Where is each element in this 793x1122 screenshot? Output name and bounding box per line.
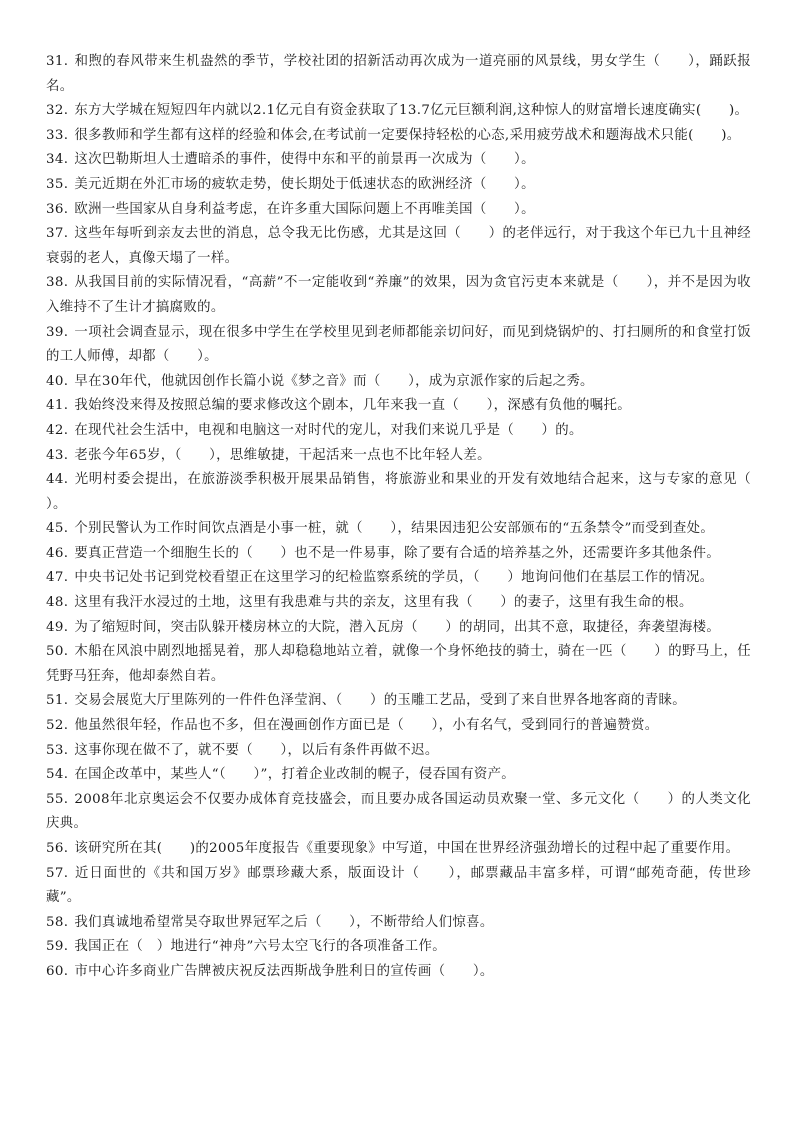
- question-item: [46, 689, 751, 714]
- question-number: 36.: [46, 201, 69, 217]
- question-text: 我国正在（ ）地进行“神舟”六号太空飞行的各项准备工作。: [74, 939, 447, 955]
- question-number: 49.: [46, 619, 69, 635]
- question-text: 一项社会调查显示，现在很多中学生在学校里见到老师都能亲切问好，而见到烧锅炉的、打扫厕所的和食堂打饭的工人师傅，却都（ ）。: [46, 324, 751, 365]
- question-text: 和煦的春风带来生机盎然的季节，学校社团的招新活动再次成为一道亮丽的风景线，男女学生（ ），踊跃报名。: [46, 54, 751, 94]
- question-item: [46, 50, 751, 99]
- question-text: 该研究所在其( )的2005年度报告《重要现象》中写道，中国在世界经济强劲增长的过程中起了重要作用。: [74, 841, 740, 856]
- question-item: [46, 321, 751, 370]
- question-number: 51.: [46, 693, 69, 709]
- question-item: [46, 566, 751, 591]
- question-item: [46, 960, 751, 985]
- question-text: 老张今年65岁，（ ），思维敏捷，干起活来一点也不比年轻人差。: [74, 447, 491, 463]
- question-item: [46, 271, 751, 320]
- question-item: [46, 444, 751, 469]
- question-number: 38.: [46, 275, 69, 291]
- question-item: [46, 99, 751, 124]
- question-number: 53.: [46, 742, 69, 758]
- question-number: 59.: [46, 939, 69, 955]
- question-text: 个别民警认为工作时间饮点酒是小事一桩，就（ ），结果因违犯公安部颁布的“五条禁令”而受到查处。: [74, 521, 715, 537]
- question-number: 50.: [46, 644, 69, 660]
- question-item: [46, 788, 751, 837]
- question-text: 中央书记处书记到党校看望正在这里学习的纪检监察系统的学员，（ ）地询问他们在基层工作的情况。: [74, 570, 714, 586]
- question-number: 37.: [46, 226, 69, 242]
- question-text: 光明村委会提出，在旅游淡季积极开展果品销售，将旅游业和果业的开发有效地结合起来，这与专家的意见（ ）。: [46, 472, 779, 512]
- question-number: 47.: [46, 570, 69, 586]
- question-item: [46, 640, 751, 689]
- question-item: [46, 935, 751, 960]
- question-text: 这事你现在做不了，就不要（ ），以后有条件再做不迟。: [74, 742, 439, 758]
- question-text: 要真正营造一个细胞生长的（ ）也不是一件易事，除了要有合适的培养基之外，还需要许多其他条件。: [74, 545, 721, 561]
- question-text: 欧洲一些国家从自身利益考虑，在许多重大国际问题上不再唯美国（ ）。: [74, 201, 535, 217]
- question-text: 早在30年代，他就因创作长篇小说《梦之音》而（ ），成为京派作家的后起之秀。: [74, 373, 594, 389]
- question-item: [46, 198, 751, 223]
- question-item: [46, 173, 751, 198]
- question-text: 从我国目前的实际情况看，“高薪”不一定能收到“养廉”的效果，因为贪官污吏本来就是（ ），并不是因为收入维持不了生计才搞腐败的。: [46, 275, 751, 315]
- question-item: [46, 222, 751, 271]
- question-number: 45.: [46, 521, 69, 537]
- question-text: 木船在风浪中剧烈地摇晃着，那人却稳稳地站立着，就像一个身怀绝技的骑士，骑在一匹（ ）的野马上，任凭野马狂奔，他却泰然自若。: [46, 644, 751, 684]
- question-item: [46, 148, 751, 173]
- question-number: 32.: [46, 103, 69, 119]
- question-text: 这次巴勒斯坦人士遭暗杀的事件，使得中东和平的前景再一次成为（ ）。: [74, 152, 535, 168]
- question-number: 44.: [46, 472, 69, 488]
- question-text: 这些年每听到亲友去世的消息，总令我无比伤感，尤其是这回（ ）的老伴远行，对于我这个年已九十且神经衰弱的老人，真像天塌了一样。: [46, 226, 751, 266]
- question-number: 56.: [46, 841, 69, 856]
- question-text: 他虽然很年轻，作品也不多，但在漫画创作方面已是（ ），小有名气，受到同行的普遍赞赏。: [74, 718, 659, 734]
- question-number: 42.: [46, 422, 69, 438]
- question-item: [46, 517, 751, 542]
- question-item: [46, 542, 751, 567]
- question-item: [46, 739, 751, 764]
- question-number: 52.: [46, 718, 69, 734]
- question-text: 东方大学城在短短四年内就以2.1亿元自有资金获取了13.7亿元巨额利润,这种惊人的财富增长速度确实( )。: [74, 103, 749, 119]
- question-item: [46, 763, 751, 788]
- question-number: 55.: [46, 791, 69, 807]
- question-text: 很多教师和学生都有这样的经验和体会,在考试前一定要保持轻松的心态,采用疲劳战术和题海战术只能( )。: [74, 127, 741, 143]
- question-item: [46, 911, 751, 936]
- question-number: 41.: [46, 398, 69, 414]
- question-text: 为了缩短时间，突击队躲开楼房林立的大院，潜入瓦房（ ）的胡同，出其不意，取捷径，奔袭望海楼。: [74, 619, 721, 635]
- question-item: [46, 468, 779, 517]
- question-text: 美元近期在外汇市场的疲软走势，使长期处于低速状态的欧洲经济（ ）。: [74, 176, 535, 192]
- question-item: [46, 124, 751, 149]
- question-item: [46, 419, 751, 444]
- question-number: 54.: [46, 767, 69, 783]
- question-text: 我们真诚地希望常昊夺取世界冠军之后（ ），不断带给人们惊喜。: [74, 914, 494, 930]
- question-number: 43.: [46, 447, 69, 463]
- question-item: [46, 394, 751, 419]
- question-number: 35.: [46, 176, 69, 192]
- question-item: [46, 591, 751, 616]
- question-number: 33.: [46, 127, 69, 143]
- question-item: [46, 714, 751, 739]
- question-number: 57.: [46, 865, 69, 881]
- question-number: 31.: [46, 54, 69, 69]
- question-item: [46, 837, 751, 862]
- question-number: 58.: [46, 914, 69, 930]
- question-item: [46, 862, 751, 911]
- question-number: 60.: [46, 963, 69, 979]
- question-number: 46.: [46, 545, 69, 561]
- question-text: 在现代社会生活中，电视和电脑这一对时代的宠儿，对我们来说几乎是（ ）的。: [74, 422, 583, 438]
- question-list: [46, 50, 779, 985]
- question-item: [46, 616, 751, 641]
- question-item: [46, 370, 751, 395]
- question-text: 这里有我汗水浸过的土地，这里有我患难与共的亲友，这里有我（ ）的妻子，这里有我生命的根。: [74, 595, 693, 611]
- question-number: 39.: [46, 324, 69, 340]
- question-text: 我始终没来得及按照总编的要求修改这个剧本，几年来我一直（ ），深感有负他的嘱托。: [74, 398, 632, 414]
- question-text: 近日面世的《共和国万岁》邮票珍藏大系，版面设计（ ），邮票藏品丰富多样，可谓“邮苑奇葩，传世珍藏”。: [46, 865, 751, 906]
- question-text: 交易会展览大厅里陈列的一件件色泽莹润、（ ）的玉雕工艺品，受到了来自世界各地客商的青睐。: [74, 693, 686, 709]
- question-text: 2008年北京奥运会不仅要办成体育竞技盛会，而且要办成各国运动员欢聚一堂、多元文化（ ）的人类文化庆典。: [46, 791, 751, 832]
- question-number: 48.: [46, 595, 69, 611]
- question-number: 34.: [46, 152, 69, 168]
- question-text: 市中心许多商业广告牌被庆祝反法西斯战争胜利日的宣传画（ ）。: [74, 963, 494, 979]
- question-text: 在国企改革中，某些人“（ ）”，打着企业改制的幌子，侵吞国有资产。: [74, 767, 516, 783]
- question-number: 40.: [46, 373, 69, 389]
